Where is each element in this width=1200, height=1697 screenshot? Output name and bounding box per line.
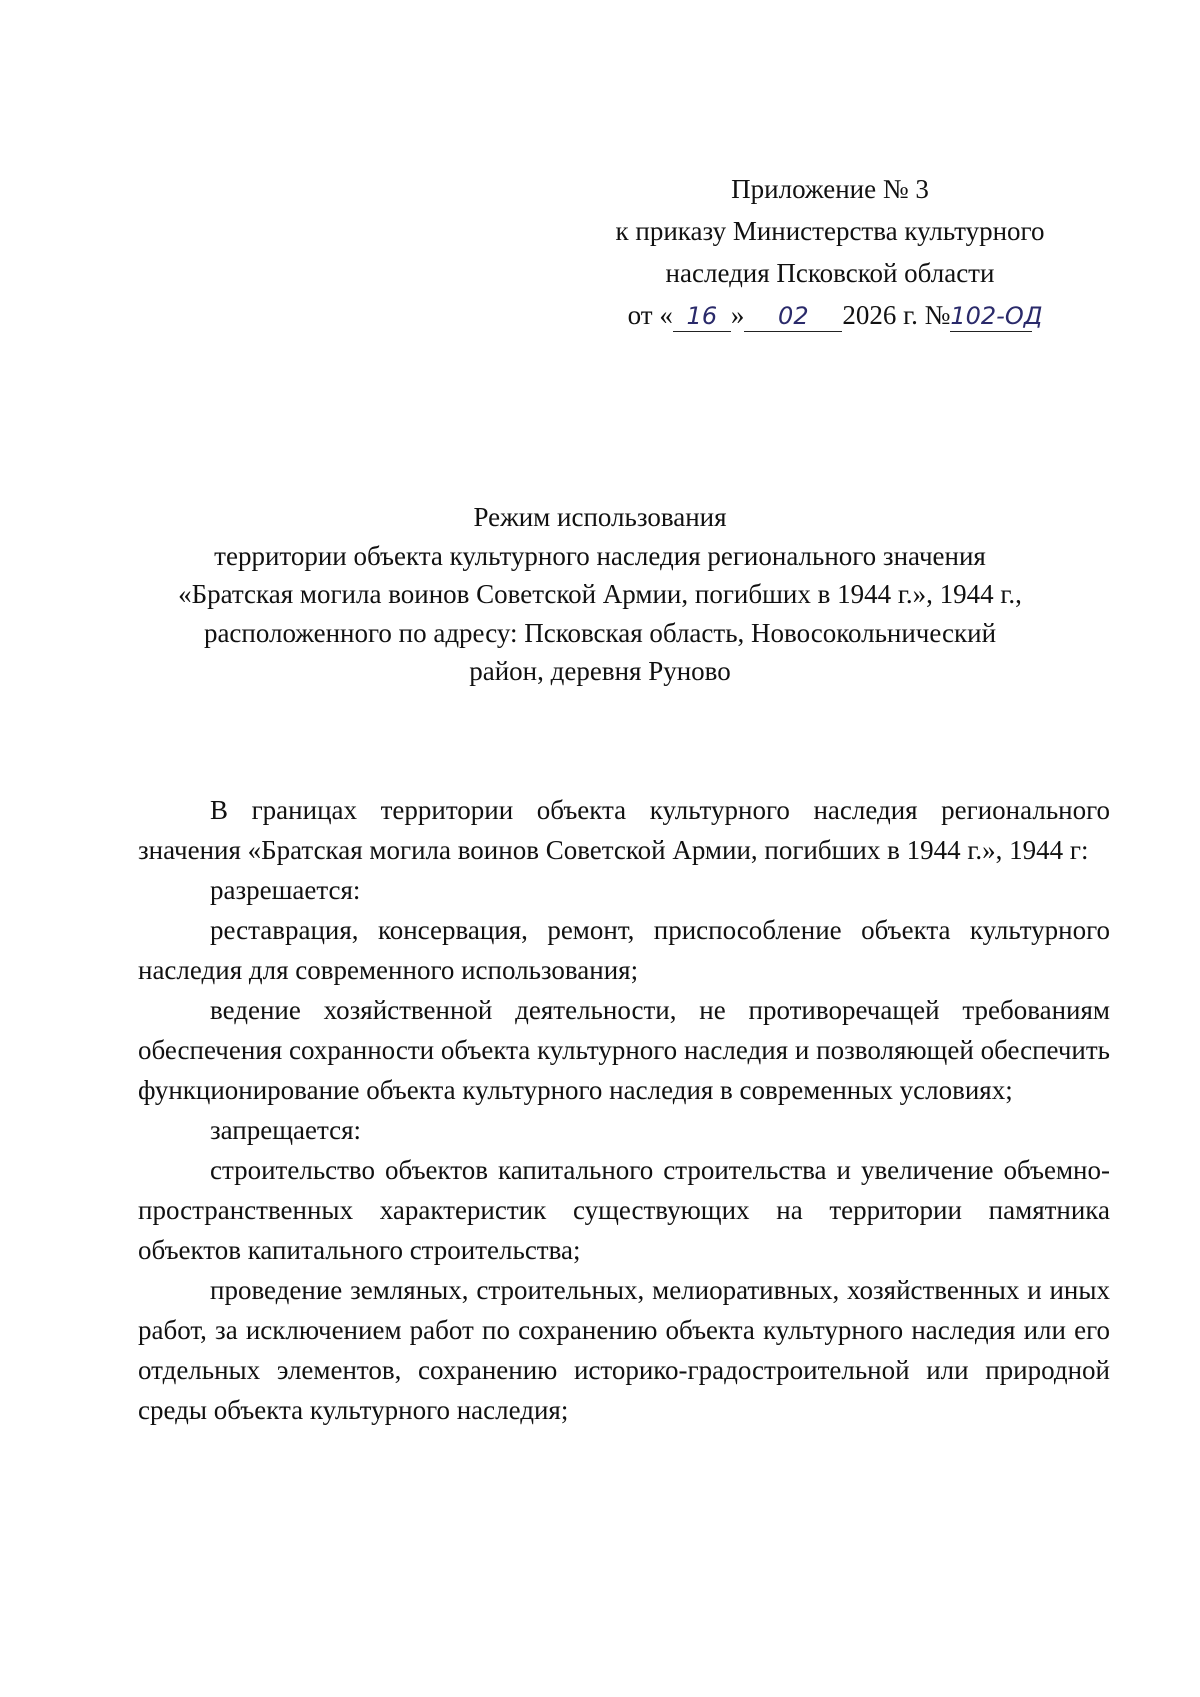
title-line-4: расположенного по адресу: Псковская область, Новосокольнический: [203, 617, 997, 648]
date-year: 2026 г. №: [842, 300, 951, 330]
body-paragraph-permitted-1: реставрация, консервация, ремонт, приспособление объекта культурного наследия для современного использования;: [138, 915, 1110, 985]
body-paragraph-prohibited-heading: запрещается:: [210, 1115, 362, 1145]
appendix-number: Приложение № 3: [731, 174, 929, 204]
date-mid: »: [730, 300, 745, 330]
document-title: [150, 498, 1050, 691]
body-paragraph-permitted-2: ведение хозяйственной деятельности, не противоречащей требованиям обеспечения сохранности объекта культурного наследия и позволяющей обеспечить функционирование объекта культурного наследия в современных условиях;: [138, 995, 1110, 1105]
body-paragraph-prohibited-1: строительство объектов капитального строительства и увеличение объемно-пространственных характеристик существующих на территории памятника объектов капитального строительства;: [138, 1155, 1110, 1265]
appendix-ministry: наследия Псковской области: [665, 258, 995, 288]
date-prefix: от «: [627, 300, 673, 330]
body-paragraph-permitted-heading: разрешается:: [210, 875, 361, 905]
body-paragraph-intro: В границах территории объекта культурного наследия регионального значения «Братская могила воинов Советской Армии, погибших в 1944 г.», 1944 г:: [138, 795, 1110, 865]
title-line-1: Режим использования: [473, 502, 727, 532]
title-line-2: территории объекта культурного наследия регионального значения: [214, 540, 986, 571]
appendix-date-line: [560, 294, 1100, 336]
body-paragraph-prohibited-2: проведение земляных, строительных, мелиоративных, хозяйственных и иных работ, за исключением работ по сохранению объекта культурного наследия или его отдельных элементов, сохранению историко-градостроительной или природной среды объекта культурного наследия;: [138, 1275, 1110, 1425]
appendix-order-reference: к приказу Министерства культурного: [615, 216, 1045, 246]
document-body: [138, 790, 1110, 1430]
handwritten-month: 02: [744, 301, 842, 332]
title-line-5: район, деревня Руново: [469, 656, 731, 686]
appendix-header: [560, 168, 1100, 336]
handwritten-order-number: 102-ОД: [950, 302, 1043, 330]
handwritten-day: 16: [673, 301, 731, 332]
title-line-3: «Братская могила воинов Советской Армии, погибших в 1944 г.», 1944 г.,: [178, 579, 1022, 609]
